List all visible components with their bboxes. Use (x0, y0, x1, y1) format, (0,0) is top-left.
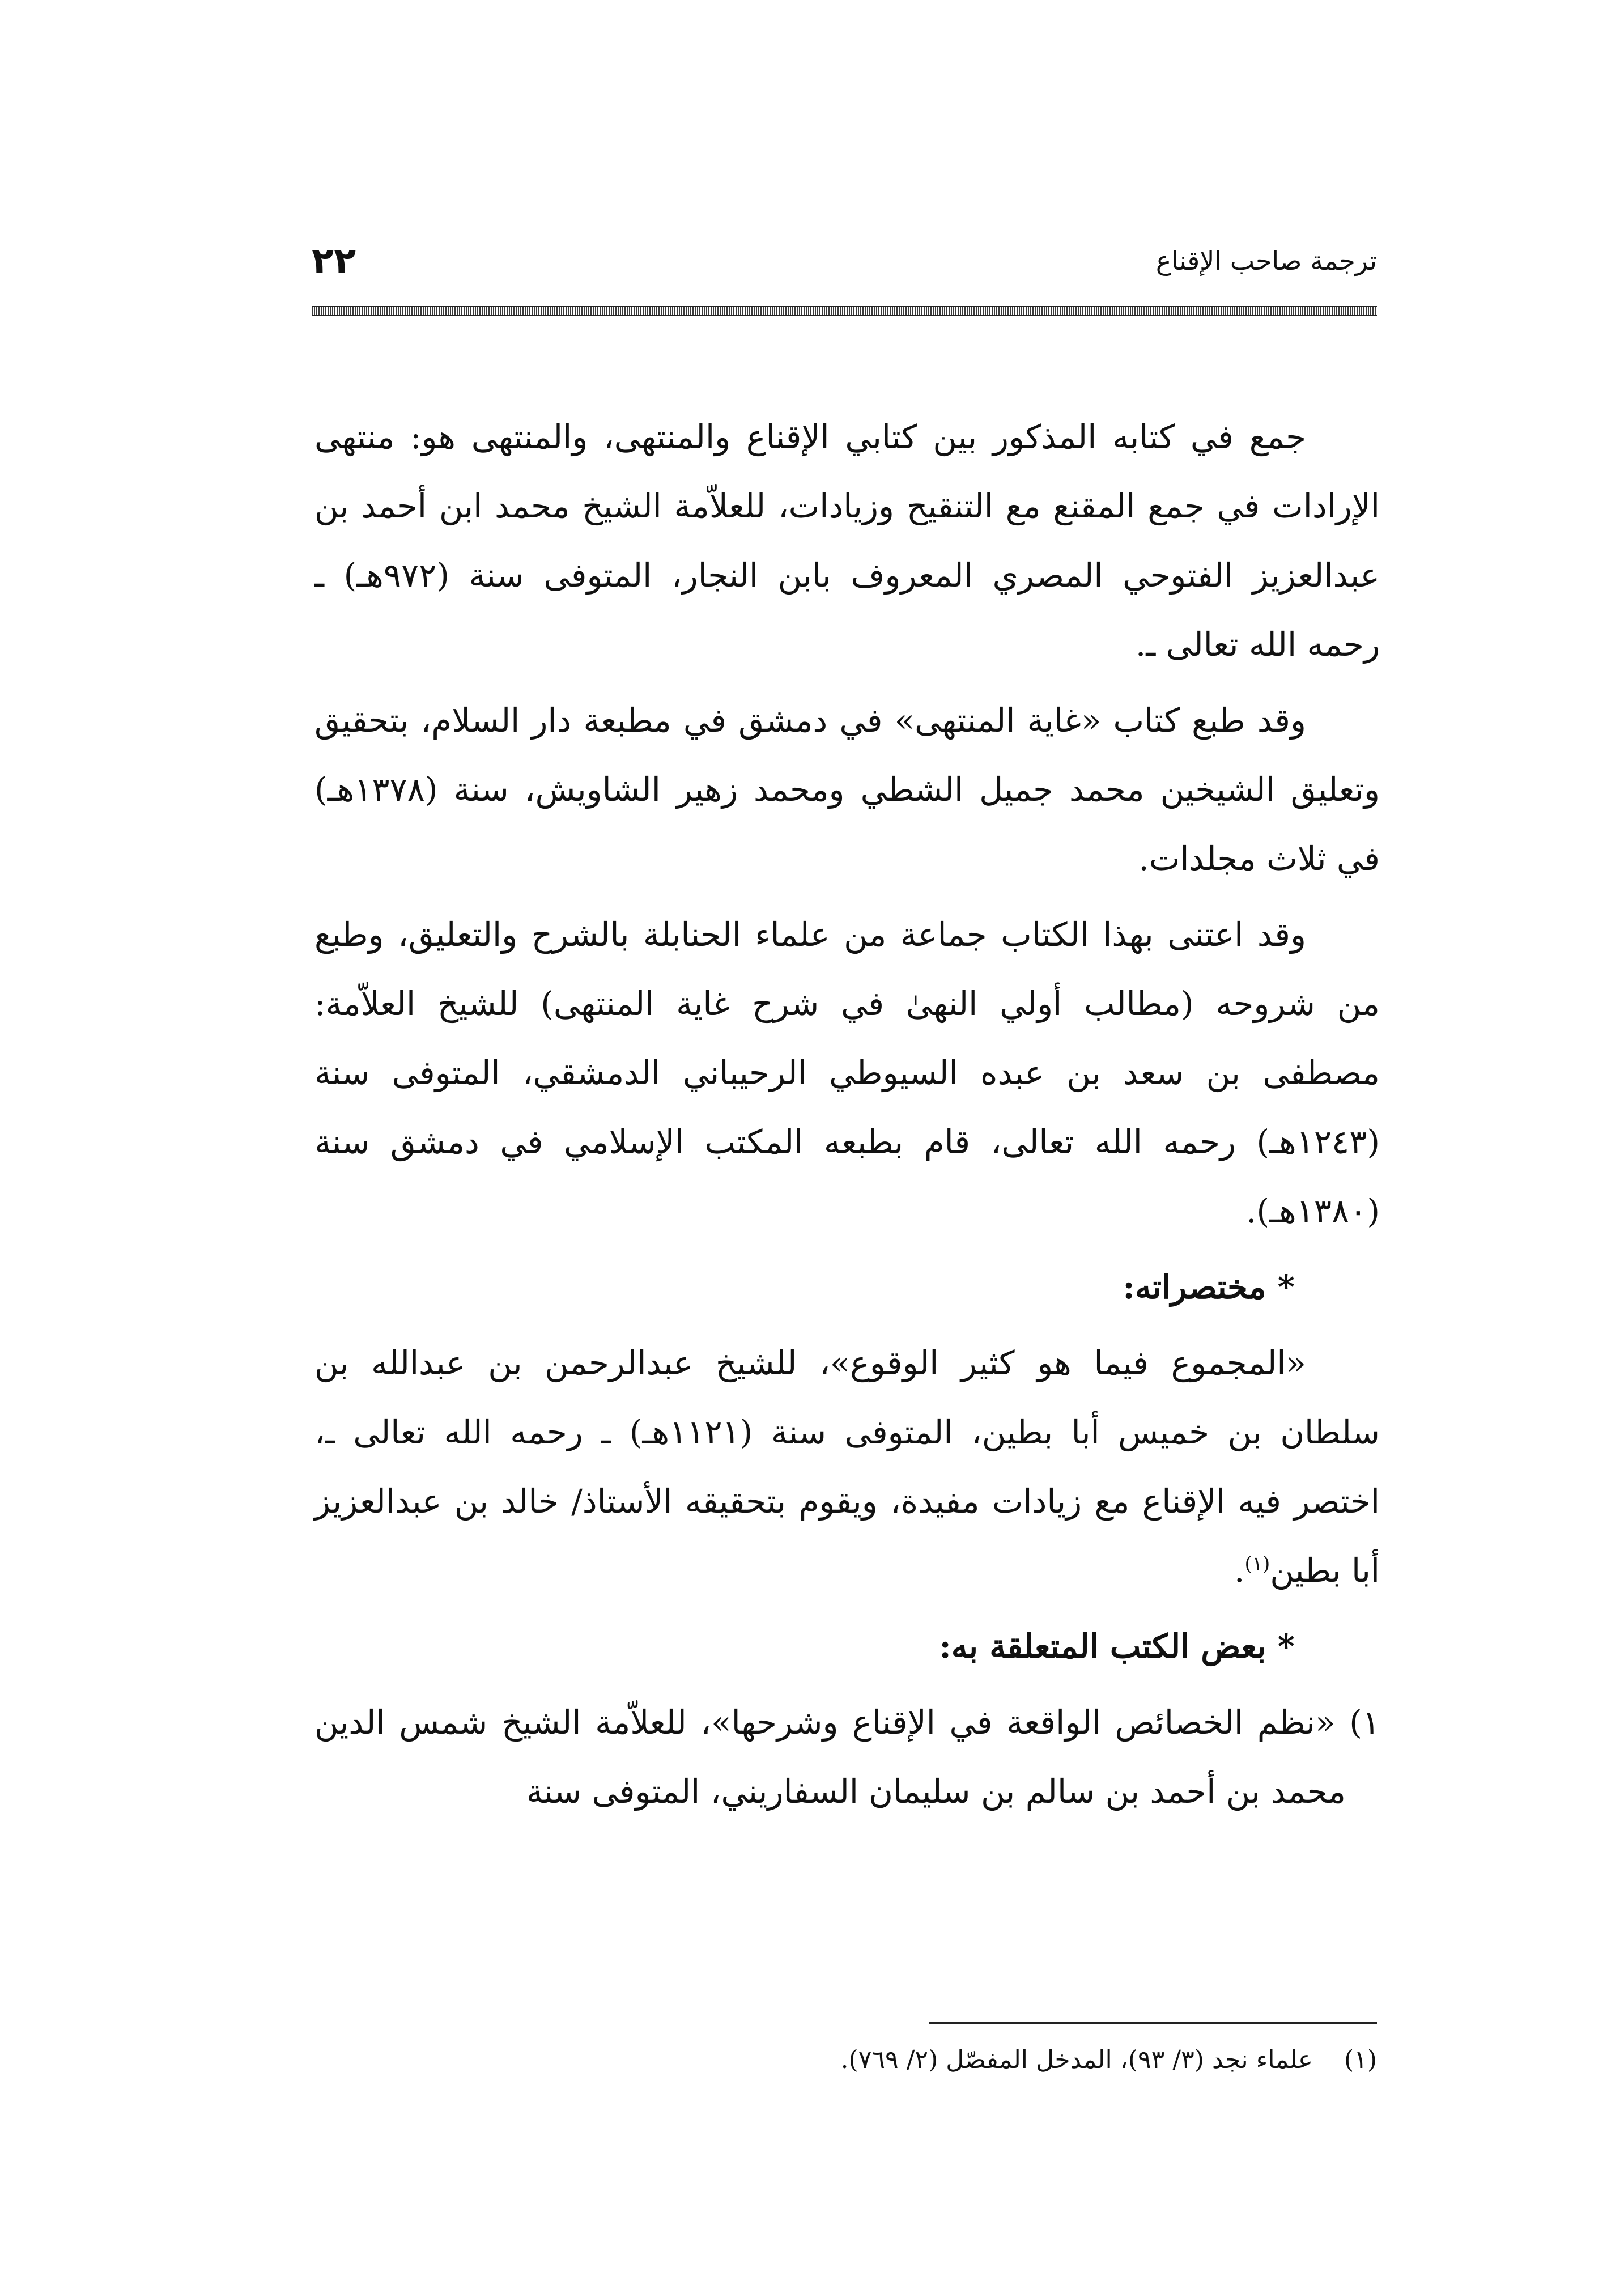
paragraph: جمع في كتابه المذكور بين كتابي الإقناع والمنتهى، والمنتهى هو: منتهى الإرادات في جمع المقنع مع التنقيح وزيادات، للعلاّمة الشيخ محمد ابن أحمد بن عبدالعزيز الفتوحي المصري المعروف بابن النجار، المتوفى سنة (٩٧٢هـ) ـ رحمه الله تعالى ـ. (314, 418, 1380, 664)
list-item: ١) «نظم الخصائص الواقعة في الإقناع وشرحها»، للعلاّمة الشيخ شمس الدين محمد بن أحمد بن سالم بن سليمان السفاريني، المتوفى سنة (314, 1703, 1380, 1811)
paragraph: وقد اعتنى بهذا الكتاب جماعة من علماء الحنابلة بالشرح والتعليق، وطبع من شروحه (مطالب أولي النهىٰ في شرح غاية المنتهى) للشيخ العلاّمة: مصطفى بن سعد بن عبده السيوطي الرحيباني الدمشقي، المتوفى سنة (١٢٤٣هـ) رحمه الله تعالى، قام بطبعه المكتب الإسلامي في دمشق سنة (١٣٨٠هـ). (314, 915, 1380, 1230)
footnote-number: (١) (1344, 2045, 1377, 2074)
paragraph-text: «المجموع فيما هو كثير الوقوع»، للشيخ عبدالرحمن بن عبدالله بن سلطان بن خميس أبا بطين، المتوفى سنة (١١٢١هـ) ـ رحمه الله تعالى ـ، اختصر فيه الإقناع مع زيادات مفيدة، ويقوم بتحقيقه الأستاذ/ خالد بن عبدالعزيز أبا بطين (314, 1344, 1380, 1590)
header-rule (312, 306, 1377, 316)
page-header (312, 240, 1377, 283)
running-title: ترجمة صاحب الإقناع (1155, 245, 1377, 276)
paragraph-end: . (1234, 1551, 1245, 1590)
footnote-text: علماء نجد (٣/ ٩٣)، المدخل المفصّل (٢/ ٧٦٩). (840, 2045, 1313, 2074)
body-text (314, 402, 1380, 1826)
footnote-marker[interactable]: (١) (1244, 1552, 1270, 1576)
paragraph: وقد طبع كتاب «غاية المنتهى» في دمشق في مطبعة دار السلام، بتحقيق وتعليق الشيخين محمد جميل الشطي ومحمد زهير الشاويش، سنة (١٣٧٨هـ) في ثلاث مجلدات. (314, 701, 1380, 878)
page-number: ٢٢ (312, 240, 356, 282)
footnote-separator (929, 2022, 1377, 2024)
section-heading: * مختصراته: (1123, 1268, 1295, 1306)
section-heading: * بعض الكتب المتعلقة به: (939, 1627, 1295, 1666)
footnote (314, 2040, 1377, 2080)
paragraph (314, 1328, 1380, 1605)
